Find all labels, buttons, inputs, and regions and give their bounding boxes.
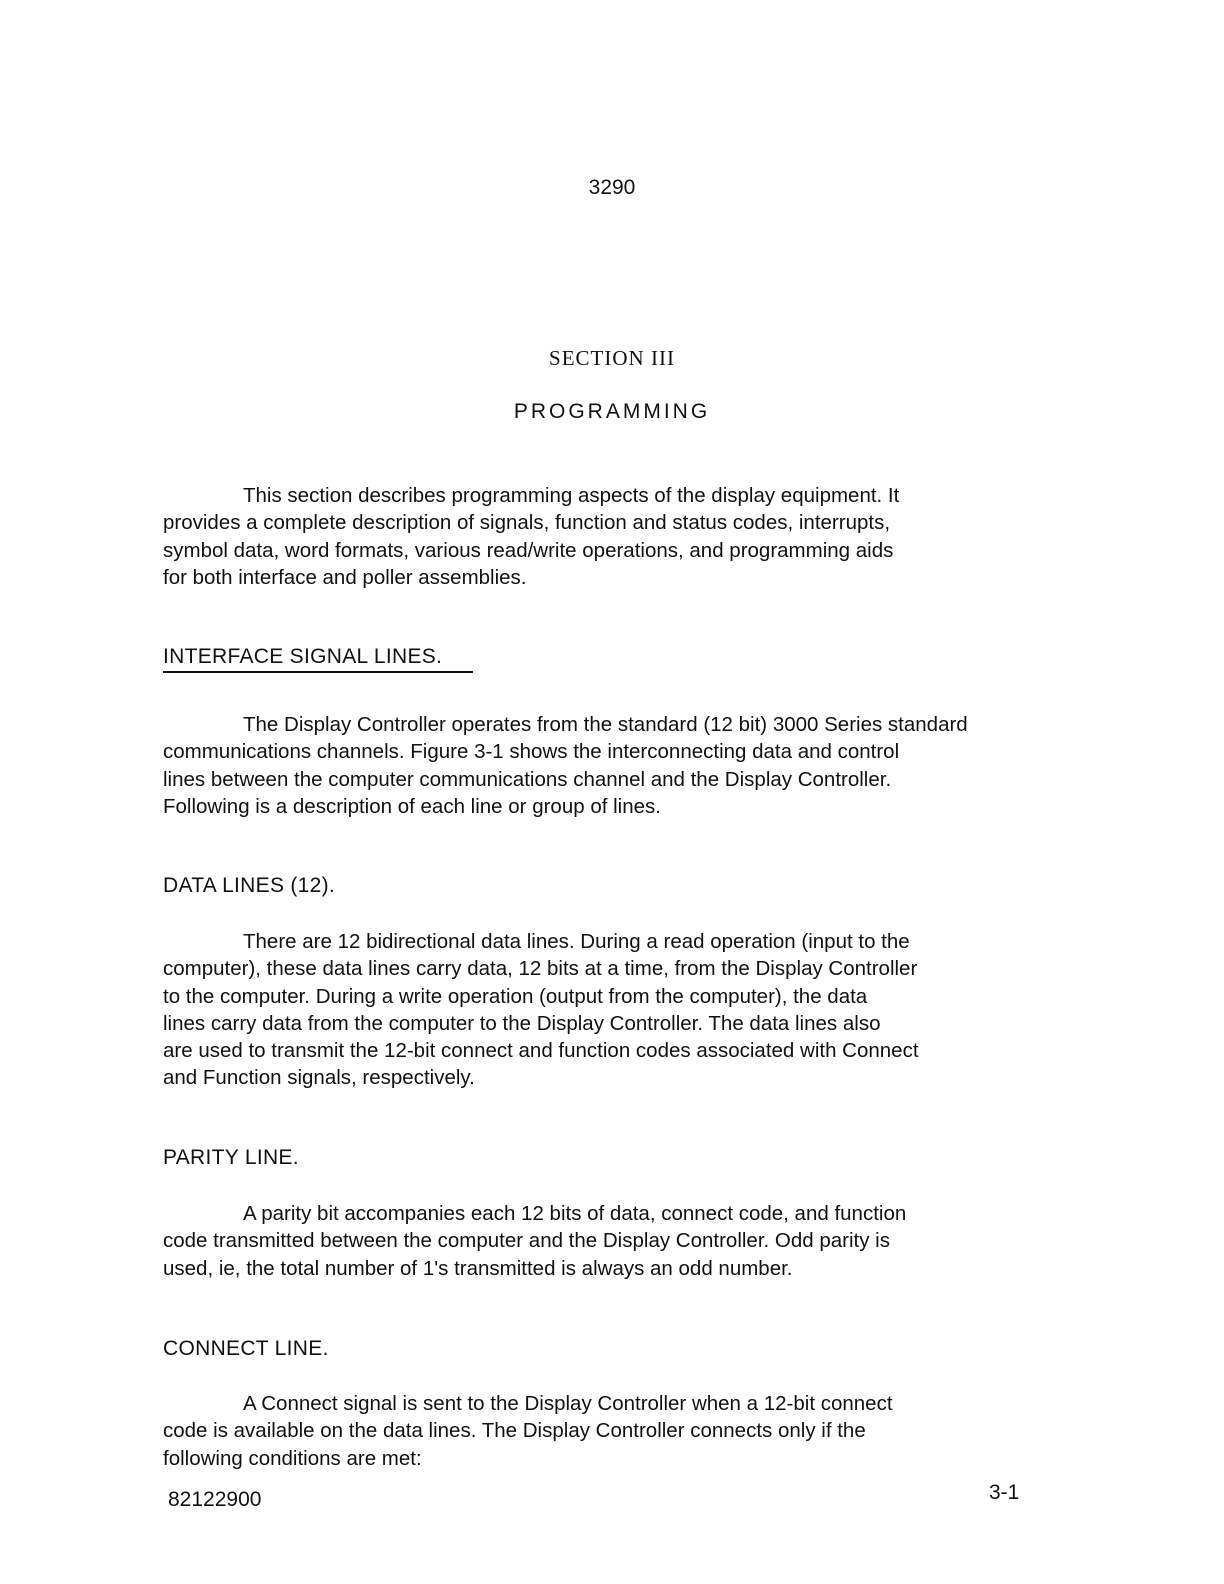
interface-signal-lines-heading: INTERFACE SIGNAL LINES. xyxy=(163,645,473,673)
paragraph-line: code transmitted between the computer and the Display Controller. Odd parity is xyxy=(163,1229,890,1253)
footer-doc-number: 82122900 xyxy=(168,1488,262,1511)
paragraph-line: are used to transmit the 12-bit connect and function codes associated with Connect xyxy=(163,1039,919,1063)
paragraph-line: to the computer. During a write operation (output from the computer), the data xyxy=(163,984,868,1008)
connect-line-paragraph xyxy=(163,1390,1058,1472)
intro-paragraph xyxy=(163,482,1058,591)
paragraph-line: computer), these data lines carry data, 12 bits at a time, from the Display Controller xyxy=(163,957,918,981)
section-title: PROGRAMMING xyxy=(513,400,711,423)
page-header-label: 3290 xyxy=(588,176,636,199)
intro-line: provides a complete description of signals, function and status codes, interrupts, xyxy=(163,511,891,535)
paragraph-line: used, ie, the total number of 1's transmitted is always an odd number. xyxy=(163,1256,793,1280)
paragraph-line: There are 12 bidirectional data lines. During a read operation (input to the xyxy=(243,930,910,953)
connect-line-heading: CONNECT LINE. xyxy=(163,1337,329,1360)
data-lines-paragraph xyxy=(163,928,1058,1092)
intro-line: for both interface and poller assemblies. xyxy=(163,565,527,589)
paragraph-line: A parity bit accompanies each 12 bits of data, connect code, and function xyxy=(243,1202,907,1225)
interface-signal-lines-paragraph xyxy=(163,711,1058,820)
paragraph-line: communications channels. Figure 3-1 shows the interconnecting data and control xyxy=(163,740,900,764)
footer-page-number: 3-1 xyxy=(989,1481,1020,1504)
paragraph-line: The Display Controller operates from the standard (12 bit) 3000 Series standard xyxy=(243,713,968,736)
paragraph-line: lines between the computer communications channel and the Display Controller. xyxy=(163,767,892,791)
paragraph-line: and Function signals, respectively. xyxy=(163,1066,475,1090)
paragraph-line: A Connect signal is sent to the Display Controller when a 12-bit connect xyxy=(243,1392,893,1415)
paragraph-line: Following is a description of each line or group of lines. xyxy=(163,794,661,818)
parity-line-paragraph xyxy=(163,1200,1058,1282)
paragraph-line: code is available on the data lines. The Display Controller connects only if the xyxy=(163,1419,866,1443)
parity-line-heading: PARITY LINE. xyxy=(163,1146,299,1169)
section-number: SECTION III xyxy=(549,346,675,370)
paragraph-line: following conditions are met: xyxy=(163,1446,422,1470)
intro-line: This section describes programming aspects of the display equipment. It xyxy=(243,484,900,507)
data-lines-heading: DATA LINES (12). xyxy=(163,874,336,897)
intro-line: symbol data, word formats, various read/write operations, and programming aids xyxy=(163,538,894,562)
paragraph-line: lines carry data from the computer to the Display Controller. The data lines also xyxy=(163,1011,881,1035)
